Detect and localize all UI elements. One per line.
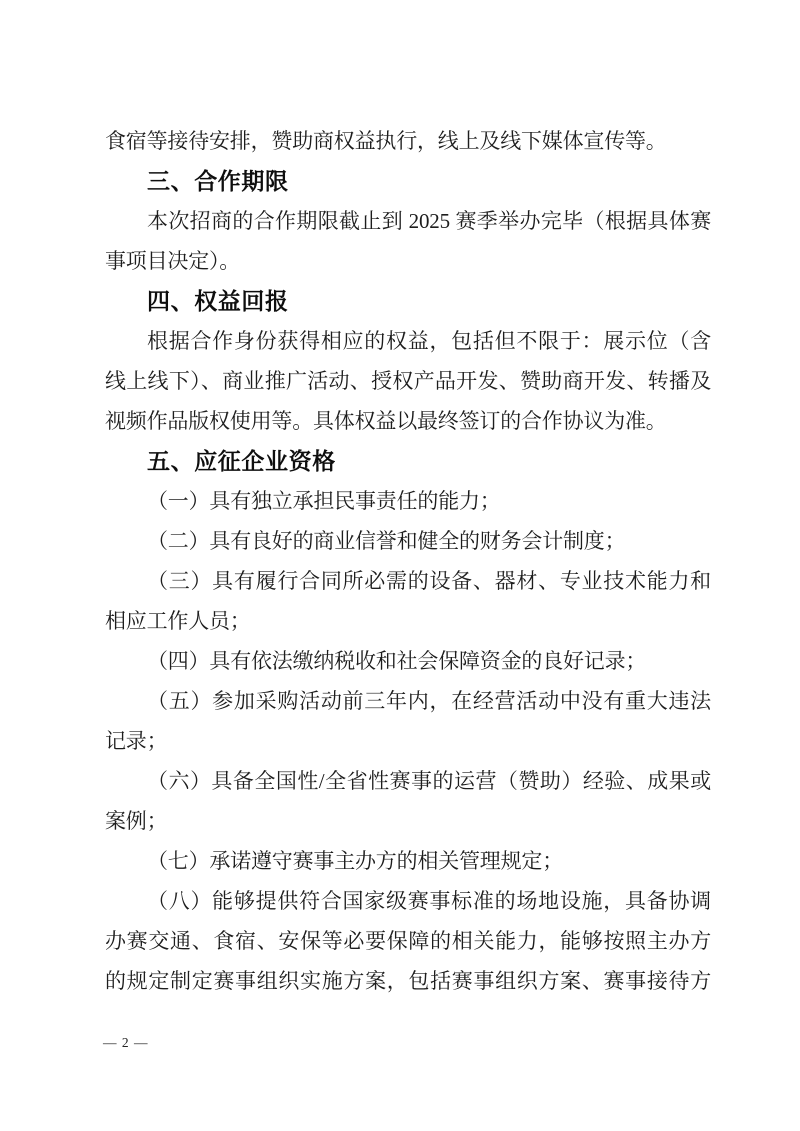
section-heading-qualifications: 五、应征企业资格 <box>147 448 336 474</box>
list-item-4: （四）具有依法缴纳税收和社会保障资金的良好记录； <box>147 649 647 673</box>
list-item-1: （一）具有独立承担民事责任的能力； <box>147 489 501 513</box>
list-item-8-continued: 的规定制定赛事组织实施方案，包括赛事组织方案、赛事接待方 <box>105 969 711 993</box>
list-item-5: （五）参加采购活动前三年内，在经营活动中没有重大违法 <box>147 689 711 713</box>
body-line: 视频作品版权使用等。具体权益以最终签订的合作协议为准。 <box>105 409 667 433</box>
page-number: — 2 — <box>103 1035 149 1050</box>
list-item-8: （八）能够提供符合国家级赛事标准的场地设施，具备协调 <box>147 889 711 913</box>
body-line: 根据合作身份获得相应的权益，包括但不限于：展示位（含 <box>147 329 711 353</box>
list-item-2: （二）具有良好的商业信誉和健全的财务会计制度； <box>147 529 626 553</box>
list-item-5-continued: 记录； <box>105 729 168 753</box>
page-footer <box>103 1034 149 1054</box>
list-item-6: （六）具备全国性/全省性赛事的运营（赞助）经验、成果或 <box>147 769 711 793</box>
body-line: 线上线下）、商业推广活动、授权产品开发、赞助商开发、转播及 <box>105 369 711 393</box>
list-item-8-continued: 办赛交通、食宿、安保等必要保障的相关能力，能够按照主办方 <box>105 929 711 953</box>
body-line: 事项目决定）。 <box>105 249 241 273</box>
section-heading-rights-return: 四、权益回报 <box>147 288 289 314</box>
list-item-6-continued: 案例； <box>105 809 168 833</box>
list-item-3: （三）具有履行合同所必需的设备、器材、专业技术能力和 <box>147 569 711 593</box>
list-item-7: （七）承诺遵守赛事主办方的相关管理规定； <box>147 849 563 873</box>
body-line: 食宿等接待安排，赞助商权益执行，线上及线下媒体宣传等。 <box>105 129 667 153</box>
document-body <box>105 121 711 1001</box>
section-heading-cooperation-period: 三、合作期限 <box>147 168 289 194</box>
body-line: 本次招商的合作期限截止到 2025 赛季举办完毕（根据具体赛 <box>147 209 711 233</box>
list-item-3-continued: 相应工作人员； <box>105 609 251 633</box>
